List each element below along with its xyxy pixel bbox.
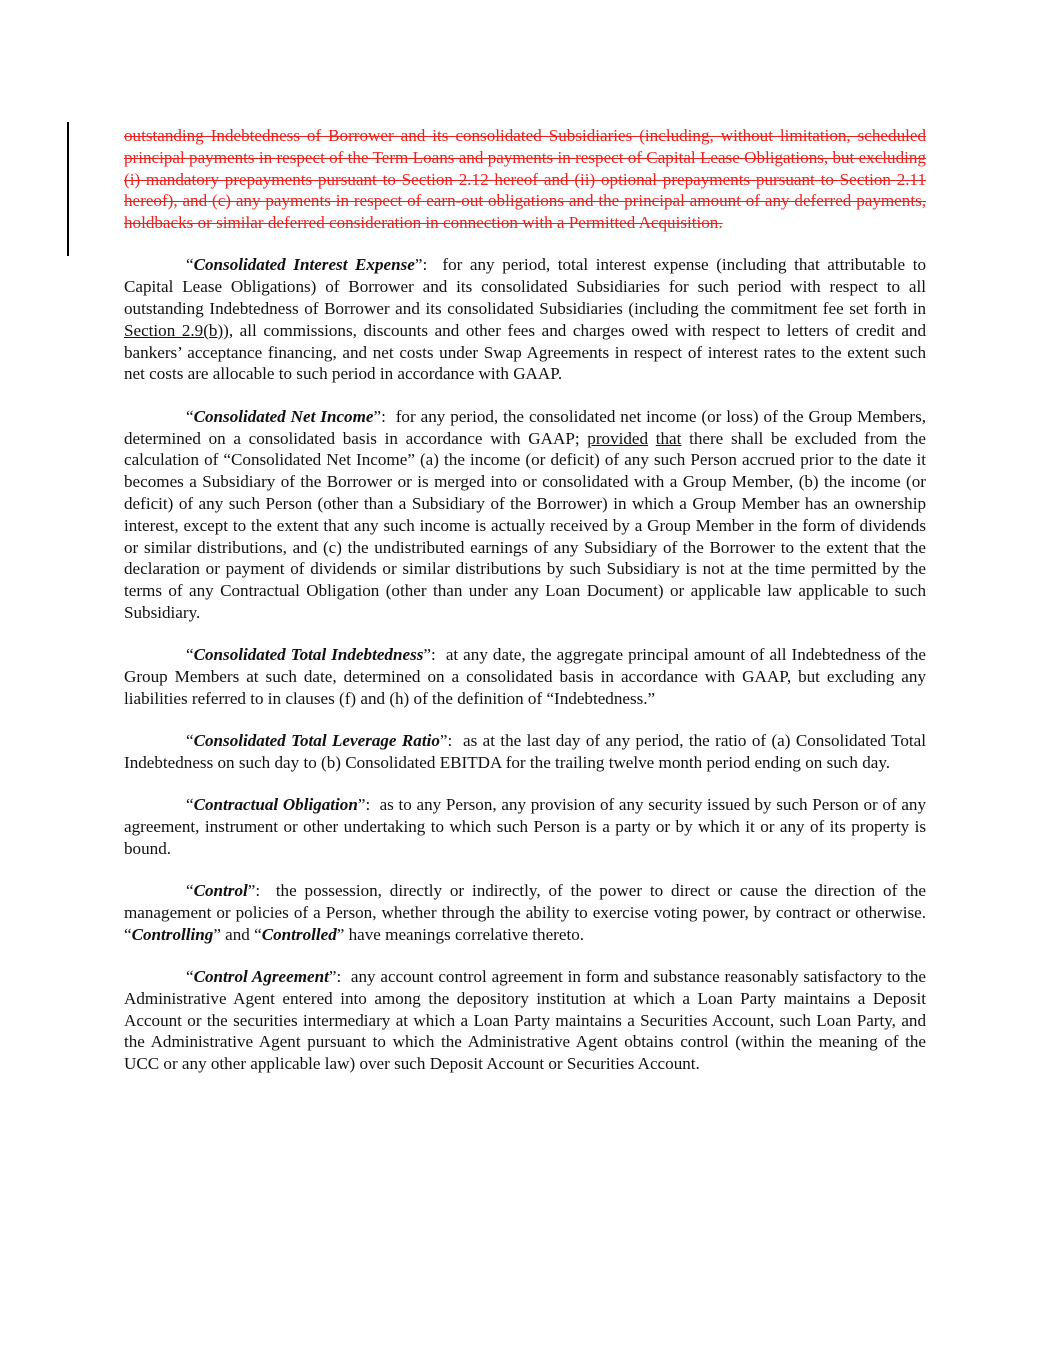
- proviso-space: [648, 429, 656, 448]
- section-reference: Section 2.9(b)): [124, 320, 229, 340]
- definition-consolidated-interest-expense: [124, 254, 926, 385]
- open-quote: “: [186, 881, 194, 901]
- defined-term: Consolidated Interest Expense: [193, 255, 415, 275]
- open-quote: “: [186, 967, 194, 986]
- open-quote: “: [186, 255, 194, 275]
- defined-term: Control: [193, 881, 248, 901]
- definition-body: for any period, total interest expense (including that attributable to Capital Lease Obligations) of Borrower and its consolidated Subsidiaries for such period with respect to all outstanding Indebtedness of Borrower and its consolidated Subsidiaries (including the commitment fee set forth in: [124, 255, 927, 319]
- proviso-that: that: [655, 428, 682, 448]
- definition-body-mid: ” and “: [213, 924, 262, 944]
- definition-consolidated-total-indebtedness: [124, 644, 926, 709]
- open-quote: “: [186, 645, 194, 665]
- definition-body: at any date, the aggregate principal amount of all Indebtedness of the Group Members at such date, determined on a consolidated basis in accordance with GAAP, but excluding any liabilities referred to in clauses (f) and (h) of the definition of “Indebtedness.”: [124, 645, 926, 708]
- definition-body: for any period, the consolidated net income (or loss) of the Group Members, determined on a consolidated basis in accordance with GAAP;: [124, 406, 927, 448]
- defined-term: Consolidated Total Leverage Ratio: [193, 731, 440, 751]
- close-quote: ”:: [247, 881, 261, 901]
- defined-term: Control Agreement: [193, 967, 329, 986]
- close-quote: ”:: [357, 795, 371, 815]
- definition-body: the possession, directly or indirectly, of the power to direct or cause the direction of the management or policies of a Person, whether through the ability to exercise voting power, by contract or otherwise. “: [124, 881, 927, 944]
- proviso-provided: provided: [587, 428, 649, 448]
- definition-body-continued: there shall be excluded from the calculation of “Consolidated Net Income” (a) the income (or deficit) of any such Person accrued prior to the date it becomes a Subsidiary of the Borrower or is merged into or consolidated with a Group Member, (b) the income (or deficit) of any such Person (other than a Subsidiary of the Borrower) in which a Group Member has an ownership interest, except to the extent that any such income is actually received by a Group Member in the form of dividends or similar distributions, and (c) the undistributed earnings of any Subsidiary of the Borrower to the extent that the declaration or payment of dividends or similar distributions by such Subsidiary is not at the time permitted by the terms of any Contractual Obligation (other than under any Loan Document) or applicable law applicable to such Subsidiary.: [124, 428, 926, 622]
- definition-body: any account control agreement in form and substance reasonably satisfactory to the Administrative Agent entered into among the depository institution at which a Loan Party maintains a Deposit Account or the securities intermediary at which a Loan Party maintains a Securities Account, such Loan Party, and the Administrative Agent pursuant to which the Administrative Agent obtains control (within the meaning of the UCC or any other applicable law) over such Deposit Account or Securities Account.: [124, 967, 926, 1074]
- close-quote: ”:: [328, 967, 342, 986]
- defined-term-controlling: Controlling: [131, 924, 214, 944]
- definition-body-continued: , all commissions, discounts and other fees and charges owed with respect to letters of credit and bankers’ acceptance financing, and net costs under Swap Agreements in respect of interest rates to the extent such net costs are allocable to such period in accordance with GAAP.: [124, 320, 926, 384]
- close-quote: ”:: [439, 731, 453, 751]
- defined-term: Contractual Obligation: [193, 795, 358, 815]
- definition-consolidated-net-income: [124, 406, 926, 624]
- open-quote: “: [186, 406, 194, 426]
- definition-control: [124, 880, 926, 945]
- definition-contractual-obligation: [124, 794, 926, 859]
- close-quote: ”:: [373, 406, 386, 426]
- deleted-paragraph: outstanding Indebtedness of Borrower and its consolidated Subsidiaries (including, without limitation, scheduled principal payments in respect of the Term Loans and payments in respect of Capital Lease Obligations, but excluding (i) mandatory prepayments pursuant to Section 2.12 hereof and (ii) optional prepayments pursuant to Section 2.11 hereof), and (c) any payments in respect of earn-out obligations and the principal amount of any deferred payments, holdbacks or similar deferred consideration in connection with a Permitted Acquisition.: [124, 126, 926, 233]
- revision-change-bar: [67, 122, 69, 256]
- definition-body: as to any Person, any provision of any security issued by such Person or of any agreement, instrument or other undertaking to which such Person is a party or by which it or any of its property is bound.: [124, 795, 927, 858]
- defined-term-controlled: Controlled: [261, 924, 337, 944]
- document-page: [124, 125, 926, 1095]
- definition-body: as at the last day of any period, the ratio of (a) Consolidated Total Indebtedness on such day to (b) Consolidated EBITDA for the trailing twelve month period ending on such day.: [124, 731, 926, 772]
- definition-consolidated-total-leverage-ratio: [124, 730, 926, 774]
- defined-term: Consolidated Net Income: [193, 406, 374, 426]
- open-quote: “: [186, 795, 194, 815]
- definition-control-agreement: [124, 966, 926, 1075]
- close-quote: ”:: [423, 645, 436, 665]
- defined-term: Consolidated Total Indebtedness: [193, 645, 424, 665]
- open-quote: “: [186, 731, 194, 751]
- definition-body-continued: ” have meanings correlative thereto.: [336, 924, 585, 944]
- close-quote: ”:: [414, 255, 428, 275]
